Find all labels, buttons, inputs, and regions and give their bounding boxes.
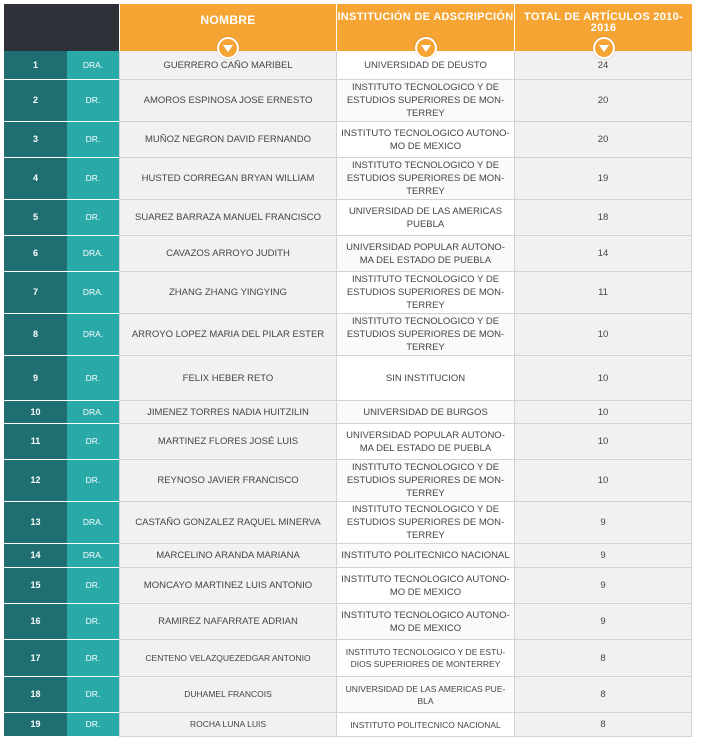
column-header-institucion[interactable] <box>336 4 514 51</box>
row-total: 10 <box>514 424 692 460</box>
row-institution: UNIVERSIDAD POPULAR AUTONO-MA DEL ESTADO DE PUEBLA <box>336 236 514 272</box>
row-institution: INSTITUTO TECNOLOGICO Y DE ESTU-DIOS SUPERIORES DE MONTERREY <box>336 640 514 677</box>
column-header-nombre[interactable] <box>119 4 336 51</box>
row-total: 10 <box>514 460 692 502</box>
row-name: REYNOSO JAVIER FRANCISCO <box>119 460 336 502</box>
row-name: AMOROS ESPINOSA JOSE ERNESTO <box>119 80 336 122</box>
row-number: 9 <box>4 356 67 401</box>
row-institution: INSTITUTO POLITECNICO NACIONAL <box>336 544 514 568</box>
row-number: 14 <box>4 544 67 568</box>
row-number: 8 <box>4 314 67 356</box>
row-title: DRA. <box>67 314 119 356</box>
row-total: 9 <box>514 604 692 640</box>
row-institution: INSTITUTO TECNOLOGICO AUTONO-MO DE MEXICO <box>336 604 514 640</box>
table-row <box>4 80 692 122</box>
column-header-total[interactable] <box>514 4 692 51</box>
row-total: 24 <box>514 51 692 80</box>
table-row <box>4 401 692 424</box>
table-row <box>4 158 692 200</box>
table-row <box>4 677 692 713</box>
row-title: DRA. <box>67 544 119 568</box>
table-row <box>4 314 692 356</box>
row-name: GUERRERO CAÑO MARIBEL <box>119 51 336 80</box>
row-title: DR. <box>67 158 119 200</box>
row-name: CENTENO VELAZQUEZEDGAR ANTONIO <box>119 640 336 677</box>
row-total: 20 <box>514 80 692 122</box>
sort-institucion-icon[interactable] <box>415 37 437 59</box>
row-number: 13 <box>4 502 67 544</box>
table-row <box>4 460 692 502</box>
row-number: 4 <box>4 158 67 200</box>
row-name: RAMIREZ NAFARRATE ADRIAN <box>119 604 336 640</box>
row-number: 18 <box>4 677 67 713</box>
row-title: DR. <box>67 424 119 460</box>
row-name: ZHANG ZHANG YINGYING <box>119 272 336 314</box>
row-institution: INSTITUTO TECNOLOGICO Y DE ESTUDIOS SUPERIORES DE MON-TERREY <box>336 314 514 356</box>
row-title: DRA. <box>67 51 119 80</box>
row-institution: SIN INSTITUCION <box>336 356 514 401</box>
table-row <box>4 236 692 272</box>
ranking-table <box>4 4 692 737</box>
row-name: MONCAYO MARTINEZ LUIS ANTONIO <box>119 568 336 604</box>
row-name: FELIX HEBER RETO <box>119 356 336 401</box>
row-institution: INSTITUTO TECNOLOGICO Y DE ESTUDIOS SUPERIORES DE MON-TERREY <box>336 272 514 314</box>
row-institution: UNIVERSIDAD DE LAS AMERICAS PUE-BLA <box>336 677 514 713</box>
table-row <box>4 640 692 677</box>
row-total: 8 <box>514 713 692 737</box>
table-row <box>4 272 692 314</box>
table-row <box>4 568 692 604</box>
row-title: DRA. <box>67 401 119 424</box>
row-title: DR. <box>67 356 119 401</box>
row-total: 18 <box>514 200 692 236</box>
row-title: DRA. <box>67 236 119 272</box>
row-total: 8 <box>514 677 692 713</box>
row-title: DR. <box>67 713 119 737</box>
table-row <box>4 122 692 158</box>
row-total: 10 <box>514 356 692 401</box>
table-row <box>4 200 692 236</box>
row-institution: UNIVERSIDAD DE DEUSTO <box>336 51 514 80</box>
column-header-total-label: TOTAL DE ARTÍCULOS 2010-2016 <box>524 11 683 34</box>
row-title: DR. <box>67 640 119 677</box>
row-name: SUAREZ BARRAZA MANUEL FRANCISCO <box>119 200 336 236</box>
row-title: DR. <box>67 122 119 158</box>
table-header-row <box>4 4 692 51</box>
sort-total-icon[interactable] <box>593 37 615 59</box>
row-number: 6 <box>4 236 67 272</box>
row-number: 17 <box>4 640 67 677</box>
row-name: CAVAZOS ARROYO JUDITH <box>119 236 336 272</box>
row-name: HUSTED CORREGAN BRYAN WILLIAM <box>119 158 336 200</box>
row-institution: INSTITUTO TECNOLOGICO AUTONO-MO DE MEXICO <box>336 568 514 604</box>
row-name: ARROYO LOPEZ MARIA DEL PILAR ESTER <box>119 314 336 356</box>
row-total: 9 <box>514 568 692 604</box>
row-institution: UNIVERSIDAD DE LAS AMERICAS PUEBLA <box>336 200 514 236</box>
row-total: 10 <box>514 314 692 356</box>
row-name: MARCELINO ARANDA MARIANA <box>119 544 336 568</box>
row-total: 11 <box>514 272 692 314</box>
table-row <box>4 502 692 544</box>
row-name: ROCHA LUNA LUIS <box>119 713 336 737</box>
row-name: JIMENEZ TORRES NADIA HUITZILIN <box>119 401 336 424</box>
row-title: DRA. <box>67 272 119 314</box>
row-total: 14 <box>514 236 692 272</box>
row-number: 1 <box>4 51 67 80</box>
table-row <box>4 51 692 80</box>
row-title: DR. <box>67 80 119 122</box>
row-title: DRA. <box>67 502 119 544</box>
row-total: 19 <box>514 158 692 200</box>
table-row <box>4 424 692 460</box>
row-number: 11 <box>4 424 67 460</box>
row-number: 7 <box>4 272 67 314</box>
row-number: 2 <box>4 80 67 122</box>
row-total: 9 <box>514 544 692 568</box>
row-institution: INSTITUTO POLITECNICO NACIONAL <box>336 713 514 737</box>
row-title: DR. <box>67 604 119 640</box>
row-institution: INSTITUTO TECNOLOGICO Y DE ESTUDIOS SUPERIORES DE MON-TERREY <box>336 80 514 122</box>
row-institution: UNIVERSIDAD DE BURGOS <box>336 401 514 424</box>
row-institution: INSTITUTO TECNOLOGICO AUTONO-MO DE MEXICO <box>336 122 514 158</box>
table-row <box>4 604 692 640</box>
row-total: 10 <box>514 401 692 424</box>
row-number: 19 <box>4 713 67 737</box>
row-institution: UNIVERSIDAD POPULAR AUTONO-MA DEL ESTADO DE PUEBLA <box>336 424 514 460</box>
table-row <box>4 356 692 401</box>
row-title: DR. <box>67 460 119 502</box>
row-title: DR. <box>67 200 119 236</box>
row-number: 16 <box>4 604 67 640</box>
row-title: DR. <box>67 568 119 604</box>
row-name: DUHAMEL FRANCOIS <box>119 677 336 713</box>
header-blank-cell <box>4 4 119 51</box>
row-name: MARTINEZ FLORES JOSÉ LUIS <box>119 424 336 460</box>
ranking-table-container <box>4 4 692 737</box>
row-institution: INSTITUTO TECNOLOGICO Y DE ESTUDIOS SUPERIORES DE MON-TERREY <box>336 502 514 544</box>
row-number: 10 <box>4 401 67 424</box>
table-row <box>4 544 692 568</box>
row-name: CASTAÑO GONZALEZ RAQUEL MINERVA <box>119 502 336 544</box>
row-number: 12 <box>4 460 67 502</box>
row-name: MUÑOZ NEGRON DAVID FERNANDO <box>119 122 336 158</box>
sort-nombre-icon[interactable] <box>217 37 239 59</box>
row-title: DR. <box>67 677 119 713</box>
row-institution: INSTITUTO TECNOLOGICO Y DE ESTUDIOS SUPERIORES DE MON-TERREY <box>336 460 514 502</box>
column-header-nombre-label: NOMBRE <box>200 13 256 27</box>
column-header-institucion-label: INSTITUCIÓN DE ADSCRIPCIÓN <box>337 11 514 23</box>
row-number: 5 <box>4 200 67 236</box>
row-number: 3 <box>4 122 67 158</box>
row-total: 20 <box>514 122 692 158</box>
row-total: 9 <box>514 502 692 544</box>
row-number: 15 <box>4 568 67 604</box>
row-total: 8 <box>514 640 692 677</box>
row-institution: INSTITUTO TECNOLOGICO Y DE ESTUDIOS SUPERIORES DE MON-TERREY <box>336 158 514 200</box>
table-row <box>4 713 692 737</box>
